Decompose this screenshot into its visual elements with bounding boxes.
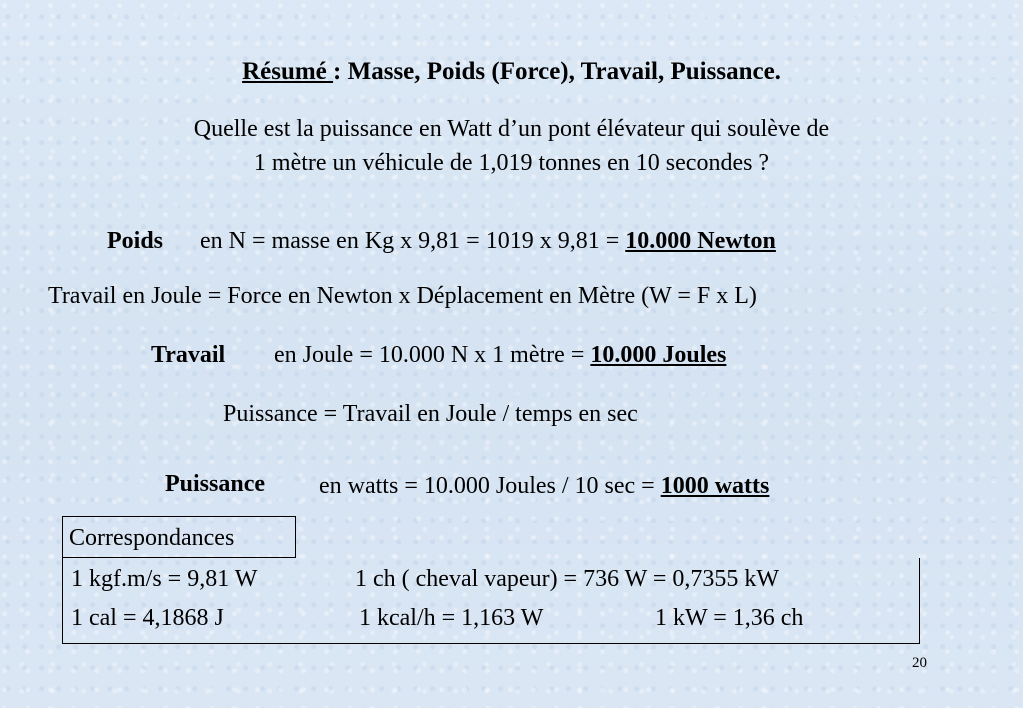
corr-row2-col3: 1 kW = 1,36 ch xyxy=(655,605,804,631)
poids-result: 10.000 Newton xyxy=(625,228,776,254)
question-line-2: 1 mètre un véhicule de 1,019 tonnes en 10 secondes ? xyxy=(253,150,770,176)
poids-label: Poids xyxy=(107,228,164,254)
puissance-formula xyxy=(319,473,769,500)
corr-row1-col1: 1 kgf.m/s = 9,81 W xyxy=(71,566,258,592)
question-line-1: Quelle est la puissance en Watt d’un pont élévateur qui soulève de xyxy=(193,116,830,142)
question xyxy=(0,112,1023,180)
travail-definition: Travail en Joule = Force en Newton x Déplacement en Mètre (W = F x L) xyxy=(48,283,757,309)
corr-row1-col2: 1 ch ( cheval vapeur) = 736 W = 0,7355 kW xyxy=(355,566,780,592)
slide-title xyxy=(0,58,1023,86)
travail-result: 10.000 Joules xyxy=(590,342,727,368)
correspondances-table xyxy=(62,558,920,644)
travail-label: Travail xyxy=(151,342,226,368)
puissance-result: 1000 watts xyxy=(660,473,770,499)
poids-formula xyxy=(200,228,776,255)
travail-formula xyxy=(274,342,726,369)
correspondances-heading: Correspondances xyxy=(62,516,296,558)
page-number: 20 xyxy=(912,655,927,671)
title-rest: : Masse, Poids (Force), Travail, Puissance. xyxy=(333,58,781,85)
corr-row2-col1: 1 cal = 4,1868 J xyxy=(71,605,224,631)
corr-row2-col2: 1 kcal/h = 1,163 W xyxy=(359,605,544,631)
puissance-definition: Puissance = Travail en Joule / temps en sec xyxy=(223,401,638,427)
title-underlined: Résumé xyxy=(242,58,334,85)
puissance-label: Puissance xyxy=(165,471,266,497)
travail-formula-text: en Joule = 10.000 N x 1 mètre = xyxy=(274,342,591,368)
puissance-formula-text: en watts = 10.000 Joules / 10 sec = xyxy=(319,473,661,499)
poids-formula-text: en N = masse en Kg x 9,81 = 1019 x 9,81 = xyxy=(200,228,626,254)
